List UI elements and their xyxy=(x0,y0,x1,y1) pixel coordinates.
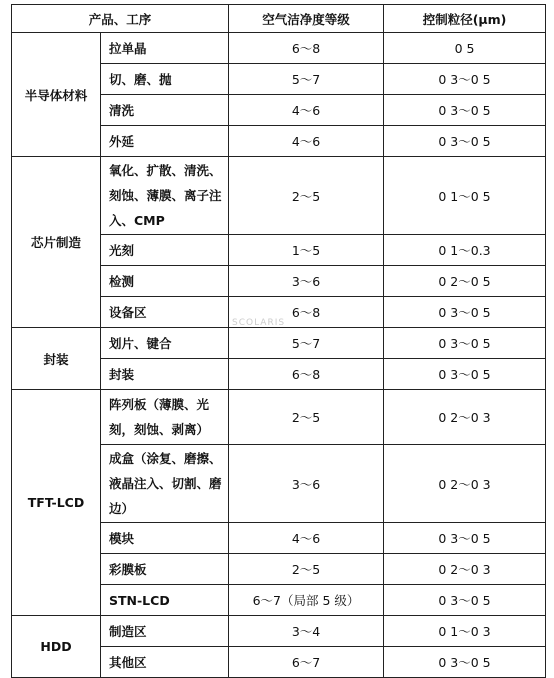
process-cell: 其他区 xyxy=(101,647,229,678)
process-cell: 清洗 xyxy=(101,95,229,126)
group-name-hdd: HDD xyxy=(12,616,101,678)
size-cell: 0 1～0.3 xyxy=(384,235,546,266)
process-cell: 成盒（涂复、磨擦、液晶注入、切割、磨边） xyxy=(101,445,229,523)
table-row xyxy=(12,157,546,235)
size-cell: 0 2～0 3 xyxy=(384,445,546,523)
group-name-tft-lcd: TFT-LCD xyxy=(12,390,101,616)
process-cell: 封装 xyxy=(101,359,229,390)
size-cell: 0 3～0 5 xyxy=(384,585,546,616)
size-cell: 0 2～0 3 xyxy=(384,554,546,585)
grade-cell: 2～5 xyxy=(229,157,384,235)
grade-cell: 6～8 xyxy=(229,33,384,64)
process-cell: 外延 xyxy=(101,126,229,157)
size-cell: 0 2～0 3 xyxy=(384,390,546,445)
size-cell: 0 2～0 5 xyxy=(384,266,546,297)
grade-cell: 1～5 xyxy=(229,235,384,266)
grade-cell: 3～6 xyxy=(229,266,384,297)
group-name-semiconductor: 半导体材料 xyxy=(12,33,101,157)
grade-cell: 3～6 xyxy=(229,445,384,523)
process-cell: 划片、键合 xyxy=(101,328,229,359)
grade-cell: 3～4 xyxy=(229,616,384,647)
size-cell: 0 1～0 3 xyxy=(384,616,546,647)
table-row xyxy=(12,390,546,445)
grade-cell: 4～6 xyxy=(229,126,384,157)
size-cell: 0 3～0 5 xyxy=(384,647,546,678)
cleanliness-table xyxy=(11,4,546,678)
process-cell: 光刻 xyxy=(101,235,229,266)
table-row xyxy=(12,616,546,647)
process-cell: 拉单晶 xyxy=(101,33,229,64)
grade-cell: 4～6 xyxy=(229,95,384,126)
size-cell: 0 5 xyxy=(384,33,546,64)
process-cell: 设备区 xyxy=(101,297,229,328)
table-row xyxy=(12,33,546,64)
group-name-chip-manufacturing: 芯片制造 xyxy=(12,157,101,328)
size-cell: 0 3～0 5 xyxy=(384,126,546,157)
grade-cell: 2～5 xyxy=(229,390,384,445)
size-cell: 0 3～0 5 xyxy=(384,64,546,95)
size-cell: 0 3～0 5 xyxy=(384,523,546,554)
size-cell: 0 3～0 5 xyxy=(384,297,546,328)
size-cell: 0 3～0 5 xyxy=(384,95,546,126)
header-product-process: 产品、工序 xyxy=(12,5,229,33)
grade-cell: 5～7 xyxy=(229,64,384,95)
size-cell: 0 3～0 5 xyxy=(384,359,546,390)
grade-cell: 4～6 xyxy=(229,523,384,554)
grade-cell: 2～5 xyxy=(229,554,384,585)
process-cell: 阵列板（薄膜、光刻，刻蚀、剥离） xyxy=(101,390,229,445)
process-cell: 制造区 xyxy=(101,616,229,647)
grade-cell: 6～7 xyxy=(229,647,384,678)
process-cell: 切、磨、抛 xyxy=(101,64,229,95)
process-cell: STN-LCD xyxy=(101,585,229,616)
grade-cell: 6～8 xyxy=(229,359,384,390)
size-cell: 0 1～0 5 xyxy=(384,157,546,235)
process-cell: 模块 xyxy=(101,523,229,554)
table-header-row xyxy=(12,5,546,33)
grade-cell: 6～7（局部 5 级） xyxy=(229,585,384,616)
size-cell: 0 3～0 5 xyxy=(384,328,546,359)
grade-cell: 5～7 xyxy=(229,328,384,359)
process-cell: 检测 xyxy=(101,266,229,297)
process-cell: 彩膜板 xyxy=(101,554,229,585)
header-particle-size: 控制粒径(μm) xyxy=(384,5,546,33)
table-row xyxy=(12,328,546,359)
group-name-packaging: 封装 xyxy=(12,328,101,390)
process-cell: 氧化、扩散、清洗、刻蚀、薄膜、离子注入、CMP xyxy=(101,157,229,235)
watermark: SCOLARIS xyxy=(232,318,286,328)
grade-cell: 6～8 xyxy=(229,297,384,328)
header-cleanliness-grade: 空气洁净度等级 xyxy=(229,5,384,33)
